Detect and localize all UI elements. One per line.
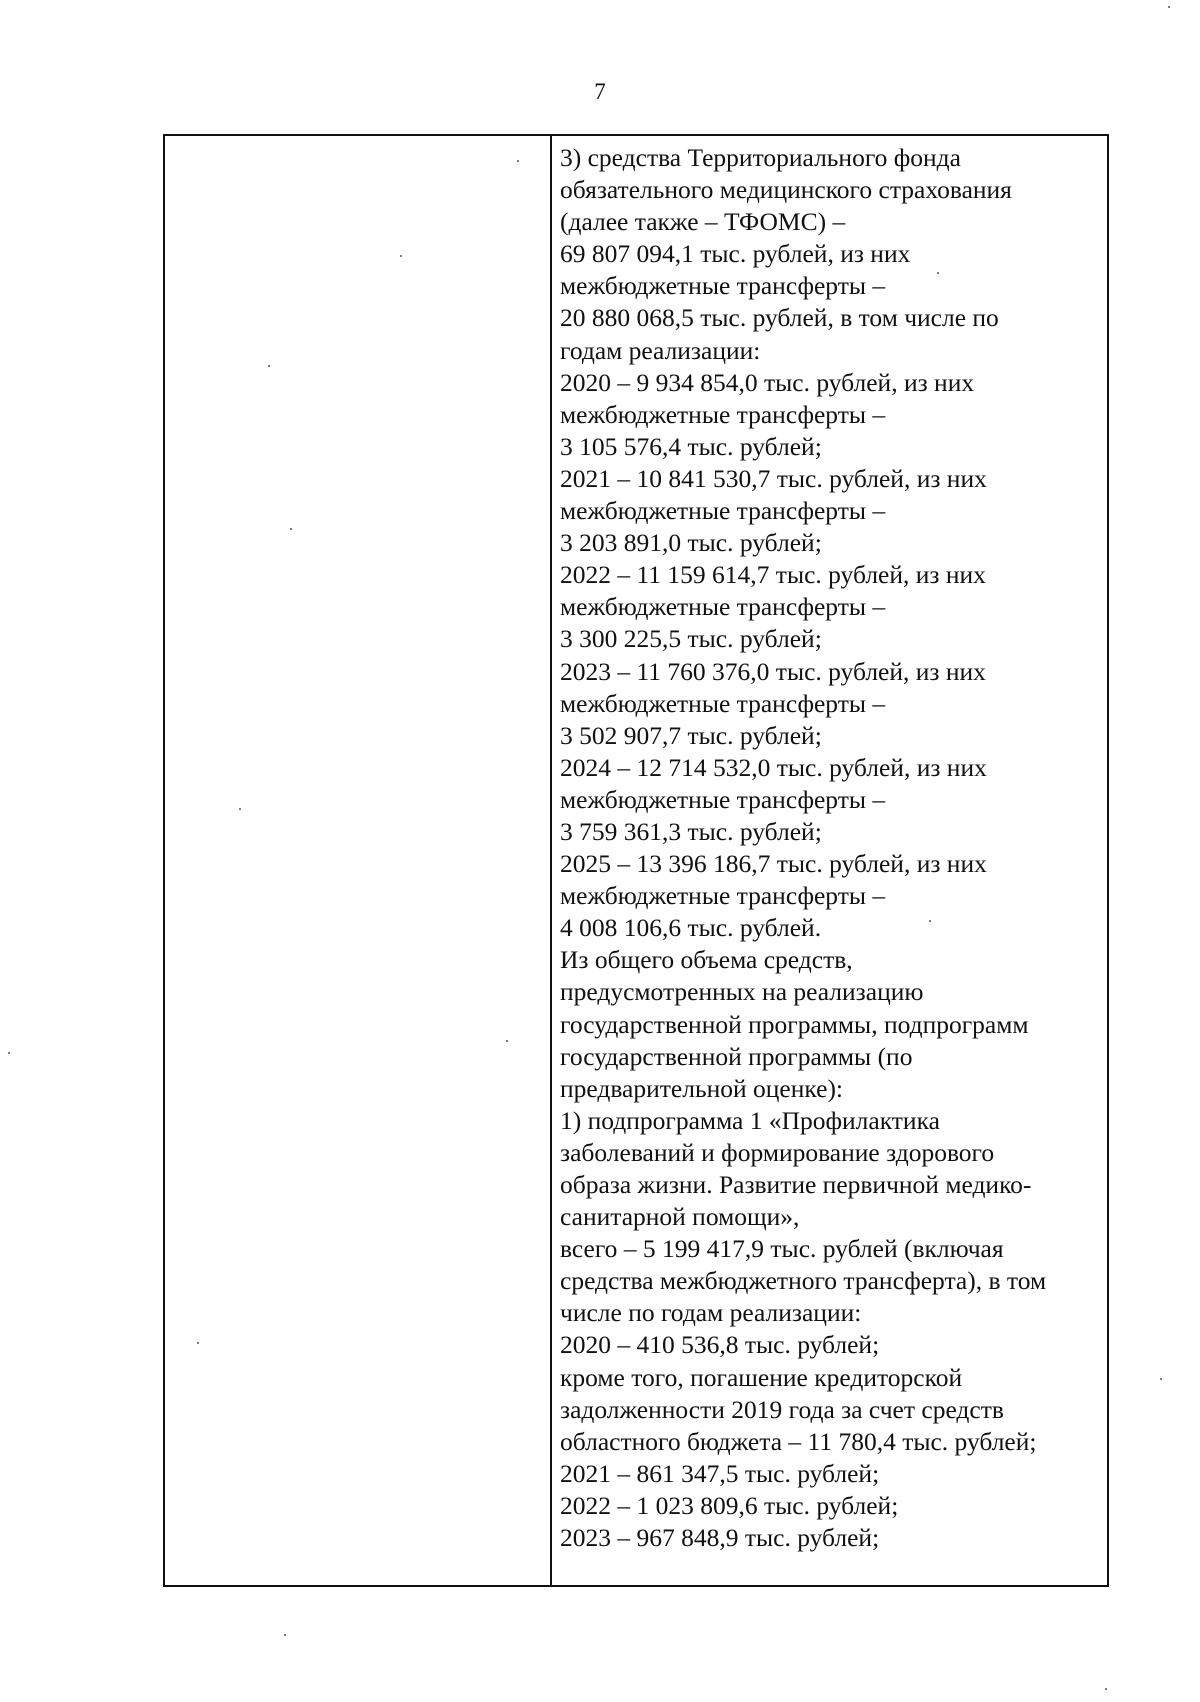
text-line: числе по годам реализации: [560,1298,862,1328]
text-line: 2021 – 10 841 530,7 тыс. рублей, из них [560,463,987,493]
text-line: санитарной помощи», [560,1202,800,1232]
text-line: средства межбюджетного трансферта), в том [560,1266,1047,1296]
text-line: кроме того, погашение кредиторской [560,1362,963,1392]
text-line: 2020 – 9 934 854,0 тыс. рублей, из них [560,367,975,397]
text-line: предусмотренных на реализацию [560,977,924,1007]
text-line: 2023 – 11 760 376,0 тыс. рублей, из них [560,656,986,686]
text-line: образа жизни. Развитие первичной медико- [560,1170,1032,1199]
text-line: 2024 – 12 714 532,0 тыс. рублей, из них [560,752,987,782]
scan-speck [400,255,402,257]
scan-speck [239,808,241,810]
scan-speck [268,365,270,367]
text-line: 3 105 576,4 тыс. рублей; [560,431,822,461]
text-line: 2021 – 861 347,5 тыс. рублей; [560,1458,880,1488]
text-line: 3 759 361,3 тыс. рублей; [560,816,822,846]
text-line: заболеваний и формирование здорового [560,1137,995,1167]
scan-speck [284,1634,286,1636]
text-line: 2022 – 11 159 614,7 тыс. рублей, из них [560,560,986,590]
scan-speck [290,528,292,530]
text-line: 20 880 068,5 тыс. рублей, в том числе по [560,303,999,333]
text-line: областного бюджета – 11 780,4 тыс. рублей; [560,1426,1037,1456]
scan-speck [929,920,931,922]
text-line: всего – 5 199 417,9 тыс. рублей (включая [560,1234,1004,1264]
text-line: 2022 – 1 023 809,6 тыс. рублей; [560,1490,899,1520]
text-line: годам реализации: [560,335,761,365]
text-line: 69 807 094,1 тыс. рублей, из них [560,239,911,269]
text-line: 3 300 225,5 тыс. рублей; [560,624,822,654]
scan-speck [1168,6,1170,8]
text-line: государственной программы (по [560,1041,913,1071]
text-line: 3 502 907,7 тыс. рублей; [560,720,822,750]
text-line: (далее также – ТФОМС) – [560,207,846,237]
text-line: межбюджетные трансферты – [560,271,886,301]
scan-speck [197,1342,199,1344]
text-line: 2020 – 410 536,8 тыс. рублей; [560,1330,880,1360]
text-line: межбюджетные трансферты – [560,688,886,718]
table-cell-left [165,136,552,1585]
text-line: межбюджетные трансферты – [560,496,886,526]
scan-speck [506,1040,508,1042]
text-line: межбюджетные трансферты – [560,592,886,622]
text-line: межбюджетные трансферты – [560,784,886,814]
text-line: 3) средства Территориального фонда [560,143,961,172]
scan-speck [937,272,939,274]
page-number: 7 [594,79,606,104]
text-line: 1) подпрограмма 1 «Профилактика [560,1105,940,1135]
scan-speck [1105,1688,1107,1690]
table-cell-right [552,136,1107,1585]
scan-speck [517,160,519,162]
text-line: межбюджетные трансферты – [560,399,886,429]
text-line: 4 008 106,6 тыс. рублей. [560,913,822,943]
text-line: государственной программы, подпрограмм [560,1009,1029,1039]
text-line: обязательного медицинского страхования [560,175,1012,205]
text-line: 3 203 891,0 тыс. рублей; [560,528,822,558]
text-line: задолженности 2019 года за счет средств [560,1394,1004,1424]
text-line: межбюджетные трансферты – [560,881,886,911]
scan-speck [8,1052,10,1054]
scan-speck [1160,1378,1162,1380]
text-line: 2023 – 967 848,9 тыс. рублей; [560,1523,880,1553]
document-table [163,134,1109,1587]
text-line: предварительной оценке): [560,1073,844,1103]
text-line: 2025 – 13 396 186,7 тыс. рублей, из них [560,849,987,879]
text-line: Из общего объема средств, [560,945,853,975]
